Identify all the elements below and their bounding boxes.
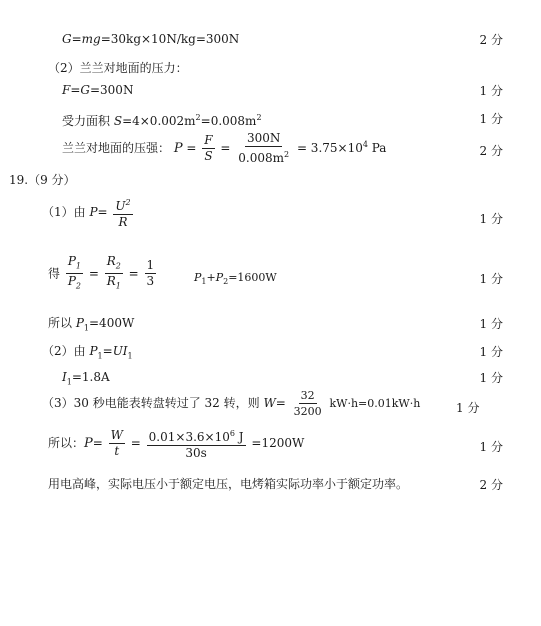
answer-line-actual-power: 所以：P= $\frac{W}{t}$ = $\frac{0.01\times 3.6\times 10^6 J}{30s}$ =1200W bbox=[48, 428, 305, 460]
score-line-area: 1 分 bbox=[479, 112, 503, 126]
score-line-force: 1 分 bbox=[479, 84, 503, 98]
answer-line-ratio: 得 $\frac{P_1}{P_2}$ = $\frac{R_2}{R_1}$ = $\frac{1}{3}$ bbox=[48, 254, 155, 291]
answer-line-p1: 所以 $P_1=400W$ bbox=[48, 316, 135, 333]
answer-line-power-formula: （1）由 P= $\frac{U^2}{R}$ bbox=[42, 195, 135, 230]
answer-line-pressure-force-heading: （2）兰兰对地面的压力： bbox=[48, 61, 188, 75]
score-line-actual-power: 1 分 bbox=[479, 440, 503, 454]
answer-line-power-sum: $P_1+P_2=1600W$ bbox=[194, 271, 277, 287]
score-line-pressure: 2 分 bbox=[479, 144, 503, 158]
answer-line-energy: （3）30 秒电能表转盘转过了 32 转，则 W= $\frac{32}{3200}$ kW·h=0.01kW·h bbox=[42, 389, 421, 418]
score-line-energy: 1 分 bbox=[456, 401, 480, 415]
answer-line-area: 受力面积 $S=4\times 0.002m^2=0.008m^2$ bbox=[62, 113, 262, 128]
score-line-power-formula: 1 分 bbox=[479, 212, 503, 226]
answer-line-pressure: 兰兰对地面的压强： P = $\frac{F}{S}$ = $\frac{300N}{0.008m^2}$ = $3.75\times 10^4$ Pa bbox=[62, 131, 387, 165]
answer-line-current: $I_1=1.8A$ bbox=[62, 370, 110, 387]
question-19-heading: 19.（9 分） bbox=[9, 173, 76, 187]
answer-line-weight: G=mg=30kg×10N/kg=300N bbox=[62, 32, 240, 46]
score-line-conclusion: 2 分 bbox=[479, 478, 503, 492]
score-line-weight: 2 分 bbox=[479, 33, 503, 47]
answer-line-conclusion: 用电高峰，实际电压小于额定电压，电烤箱实际功率小于额定功率。 bbox=[48, 477, 409, 491]
score-line-ratio: 1 分 bbox=[479, 272, 503, 286]
answer-line-force: F=G=300N bbox=[62, 83, 134, 97]
score-line-current-formula: 1 分 bbox=[479, 345, 503, 359]
answer-line-current-formula: （2）由 $P_1=UI_1$ bbox=[42, 344, 133, 361]
score-line-current: 1 分 bbox=[479, 371, 503, 385]
score-line-p1: 1 分 bbox=[479, 317, 503, 331]
